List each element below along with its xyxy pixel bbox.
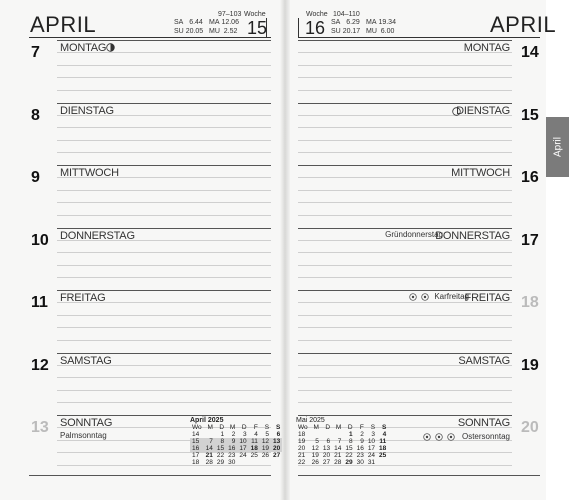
mini-calendar-cell: 4 <box>254 431 258 438</box>
writing-line <box>298 140 512 141</box>
day-separator <box>57 415 271 416</box>
right-header-rule <box>298 37 540 38</box>
mini-calendar-cell: 25 <box>379 452 387 459</box>
mini-calendar-weekday: D <box>219 424 225 431</box>
writing-line <box>298 77 512 78</box>
mini-calendar-cell: 13 <box>322 445 331 452</box>
mini-calendar-cell: 5 <box>315 438 319 445</box>
page-edge <box>546 0 569 500</box>
mini-calendar-cell: 16 <box>228 445 236 452</box>
right-su: SU 20.17 <box>331 28 361 35</box>
writing-line <box>298 65 512 66</box>
right-week-bracket <box>298 18 299 37</box>
mini-calendar-cell: 14 <box>334 445 342 452</box>
mini-calendar-title: Mai 2025 <box>296 417 325 424</box>
mini-calendar-cell: 18 <box>298 431 306 438</box>
mini-calendar-cell: 8 <box>348 438 353 445</box>
day-name: DONNERSTAG <box>435 229 510 242</box>
left-ma: MA 12.06 <box>209 19 239 26</box>
writing-line <box>57 202 271 203</box>
mini-calendar-cell: 23 <box>228 452 236 459</box>
mini-calendar-cell: 22 <box>298 459 306 466</box>
page-bottom-rule <box>29 475 271 476</box>
left-week-range: 97–103 <box>218 11 242 18</box>
writing-line <box>57 340 271 341</box>
day-name: FREITAG <box>464 292 510 304</box>
holiday-symbol-icon <box>409 293 433 301</box>
right-week-range: 104–110 <box>333 11 360 18</box>
mini-calendar-weekday: M <box>207 424 213 431</box>
day-name: SONNTAG <box>60 417 113 429</box>
day-number: 10 <box>31 231 49 249</box>
mini-calendar-cell: 17 <box>192 452 200 459</box>
mini-calendar-cell <box>321 431 332 438</box>
mini-calendar-cell: 1 <box>220 431 225 438</box>
day-name: DIENSTAG <box>456 104 510 117</box>
mini-calendar-cell: 25 <box>250 452 258 459</box>
holiday-label: Ostersonntag <box>461 432 510 441</box>
mini-calendar-cell: 21 <box>298 452 306 459</box>
mini-calendar-cell: 21 <box>334 452 342 459</box>
mini-calendar-cell: 31 <box>367 459 376 466</box>
day-separator <box>57 165 271 166</box>
day-separator <box>298 353 512 354</box>
mini-calendar-cell: 11 <box>249 438 260 445</box>
mini-calendar-cell: 9 <box>226 438 237 445</box>
mini-calendar-cell: 24 <box>367 452 376 459</box>
holiday-label: Karfreitag <box>434 292 469 301</box>
writing-line <box>298 377 512 378</box>
day-name: SAMSTAG <box>60 354 112 367</box>
mini-calendar-cell: 28 <box>205 459 213 466</box>
mini-calendar-may <box>296 417 388 466</box>
mini-calendar-april <box>190 417 282 466</box>
writing-line <box>57 127 271 128</box>
mini-calendar-weekday: F <box>253 424 258 431</box>
writing-line <box>298 202 512 203</box>
mini-calendar-cell: 3 <box>371 431 376 438</box>
mini-calendar-cell: 16 <box>190 445 204 452</box>
mini-calendar-cell <box>271 459 282 466</box>
day-name: DONNERSTAG <box>60 229 135 242</box>
mini-calendar-cell: 14 <box>192 431 200 438</box>
day-number: 14 <box>521 44 539 61</box>
writing-line <box>57 315 271 316</box>
writing-line <box>298 127 512 128</box>
mini-calendar-cell: 3 <box>242 431 247 438</box>
mini-calendar-cell: 27 <box>322 459 331 466</box>
mini-calendar-cell: 5 <box>265 431 270 438</box>
page-bottom-rule <box>298 475 540 476</box>
mini-calendar-cell: 18 <box>250 445 258 452</box>
day-number: 11 <box>31 294 48 311</box>
mini-calendar-cell: 6 <box>276 431 281 438</box>
half-moon-icon <box>106 43 115 52</box>
writing-line <box>57 215 271 216</box>
mini-calendar-weekday: S <box>381 424 387 431</box>
writing-line <box>57 252 271 253</box>
holiday-label: Palmsonntag <box>60 431 107 440</box>
mini-calendar-cell: 2 <box>231 431 236 438</box>
day-number: 18 <box>521 294 539 311</box>
mini-calendar-cell: 20 <box>273 445 281 452</box>
day-name: FREITAG <box>60 292 106 304</box>
day-name: SAMSTAG <box>458 354 510 367</box>
mini-calendar-cell: 7 <box>204 438 215 445</box>
left-week-bracket <box>266 18 267 37</box>
mini-calendar-cell: 10 <box>239 438 247 445</box>
writing-line <box>57 265 271 266</box>
mini-calendar-weekday: Wo <box>192 424 202 431</box>
mini-calendar-cell: 1 <box>348 431 353 438</box>
mini-calendar-cell: 17 <box>367 445 376 452</box>
mini-calendar-cell: 18 <box>192 459 200 466</box>
mini-calendar-weekday: D <box>325 424 331 431</box>
writing-line <box>57 152 271 153</box>
mini-calendar-weekday: F <box>359 424 364 431</box>
mini-calendar-cell: 19 <box>261 445 270 452</box>
writing-line <box>57 327 271 328</box>
mini-calendar-cell: 24 <box>239 452 247 459</box>
mini-calendar-cell: 15 <box>345 445 353 452</box>
writing-line <box>298 265 512 266</box>
writing-line <box>298 340 512 341</box>
mini-calendar-cell <box>237 459 248 466</box>
mini-calendar-cell: 12 <box>311 445 319 452</box>
writing-line <box>57 77 271 78</box>
left-woche-label: Woche <box>244 11 266 18</box>
left-sa: SA 6.44 <box>174 19 203 26</box>
mini-calendar-cell: 6 <box>326 438 331 445</box>
holiday-symbol-icon <box>423 433 461 441</box>
mini-calendar-cell: 15 <box>190 438 204 445</box>
day-name: MITTWOCH <box>60 167 119 179</box>
mini-calendar-weekday: S <box>264 424 270 431</box>
mini-calendar-cell: 22 <box>216 452 225 459</box>
mini-calendar-cell: 30 <box>356 459 364 466</box>
day-separator <box>298 228 512 229</box>
right-mu: MU 6.00 <box>366 28 395 35</box>
day-name: MONTAG <box>463 42 510 54</box>
day-separator <box>57 40 271 41</box>
writing-line <box>57 140 271 141</box>
mini-calendar-cell: 12 <box>261 438 270 445</box>
mini-calendar-weekday: D <box>347 424 353 431</box>
writing-line <box>57 277 271 278</box>
left-week-number: 15 <box>247 18 268 38</box>
mini-calendar-cell: 21 <box>205 452 213 459</box>
left-mu: MU 2.52 <box>209 28 238 35</box>
day-separator <box>298 103 512 104</box>
mini-calendar-cell <box>310 431 321 438</box>
day-number: 8 <box>31 106 40 124</box>
mini-calendar-cell: 9 <box>360 438 364 445</box>
mini-calendar-weekday: D <box>241 424 247 431</box>
mini-calendar-cell: 30 <box>228 459 236 466</box>
month-tab-label: April <box>552 136 563 158</box>
mini-calendar-cell <box>260 459 271 466</box>
right-month-title: APRIL <box>490 12 557 37</box>
mini-calendar-cell: 2 <box>360 431 364 438</box>
day-name: MITTWOCH <box>451 167 510 179</box>
mini-calendar-weekday: S <box>370 424 376 431</box>
mini-calendar-cell: 20 <box>322 452 331 459</box>
right-ma: MA 19.34 <box>366 19 396 26</box>
mini-calendar-cell: 28 <box>334 459 342 466</box>
day-separator <box>57 103 271 104</box>
mini-calendar-cell: 11 <box>379 438 387 445</box>
day-number: 20 <box>521 419 539 436</box>
writing-line <box>298 315 512 316</box>
mini-calendar-cell: 29 <box>216 459 225 466</box>
mini-calendar-weekday: M <box>229 424 236 431</box>
left-header-rule <box>29 37 271 38</box>
writing-line <box>298 327 512 328</box>
writing-line <box>57 65 271 66</box>
mini-calendar-cell <box>332 431 343 438</box>
mini-calendar-cell: 16 <box>356 445 364 452</box>
mini-calendar-weekday: M <box>335 424 342 431</box>
mini-calendar-cell: 26 <box>311 459 319 466</box>
mini-calendar-cell: 29 <box>345 459 353 466</box>
mini-calendar-cell <box>249 459 260 466</box>
day-name: SONNTAG <box>457 417 510 429</box>
mini-calendar-cell: 27 <box>273 452 281 459</box>
day-name: DIENSTAG <box>60 104 114 117</box>
mini-calendar-cell <box>377 459 388 466</box>
mini-calendar-cell: 18 <box>379 445 387 452</box>
writing-line <box>298 402 512 403</box>
mini-calendar-cell: 19 <box>298 438 306 445</box>
mini-calendar-cell: 23 <box>356 452 364 459</box>
mini-calendar-cell: 26 <box>261 452 270 459</box>
day-separator <box>57 228 271 229</box>
day-separator <box>57 353 271 354</box>
mini-calendar-cell: 19 <box>311 452 319 459</box>
day-number: 19 <box>521 356 539 374</box>
right-sa: SA 6.29 <box>331 19 360 26</box>
mini-calendar-weekday: Wo <box>298 424 308 431</box>
mini-calendar-cell: 14 <box>205 445 213 452</box>
writing-line <box>57 190 271 191</box>
writing-line <box>298 152 512 153</box>
mini-calendar-cell: 7 <box>337 438 342 445</box>
mini-calendar-cell <box>204 431 215 438</box>
holiday-label: Gründonnerstag <box>385 229 443 239</box>
day-number: 9 <box>31 169 40 186</box>
writing-line <box>57 402 271 403</box>
writing-line <box>298 215 512 216</box>
mini-calendar-cell: 15 <box>216 445 225 452</box>
left-su: SU 20.05 <box>174 28 204 35</box>
writing-line <box>298 252 512 253</box>
writing-line <box>298 190 512 191</box>
right-week-number: 16 <box>305 18 326 38</box>
day-number: 17 <box>521 231 539 249</box>
right-woche-label: Woche <box>306 11 328 18</box>
mini-calendar-weekday: M <box>313 424 319 431</box>
writing-line <box>57 390 271 391</box>
day-separator <box>298 40 512 41</box>
day-number: 16 <box>521 169 539 186</box>
writing-line <box>298 390 512 391</box>
mini-calendar-cell: 10 <box>367 438 376 445</box>
mini-calendar-cell: 4 <box>382 431 387 438</box>
mini-calendar-weekday: S <box>275 424 281 431</box>
day-separator <box>57 290 271 291</box>
mini-calendar-title: April 2025 <box>190 417 224 424</box>
mini-calendar-cell: 22 <box>345 452 353 459</box>
month-tab[interactable] <box>546 117 569 177</box>
mini-calendar-cell: 17 <box>239 445 247 452</box>
writing-line <box>57 90 271 91</box>
day-number: 15 <box>521 106 539 124</box>
writing-line <box>57 377 271 378</box>
left-month-title: APRIL <box>30 12 97 37</box>
day-number: 12 <box>31 356 49 374</box>
writing-line <box>298 90 512 91</box>
day-number: 13 <box>31 419 49 436</box>
full-moon-icon <box>452 107 461 116</box>
day-number: 7 <box>31 44 40 61</box>
day-separator <box>298 415 512 416</box>
day-separator <box>298 165 512 166</box>
mini-calendar-cell: 20 <box>298 445 306 452</box>
writing-line <box>298 277 512 278</box>
mini-calendar-cell: 13 <box>273 438 281 445</box>
mini-calendar-cell: 8 <box>215 438 226 445</box>
day-separator <box>298 290 512 291</box>
day-name: MONTAG <box>60 42 107 54</box>
